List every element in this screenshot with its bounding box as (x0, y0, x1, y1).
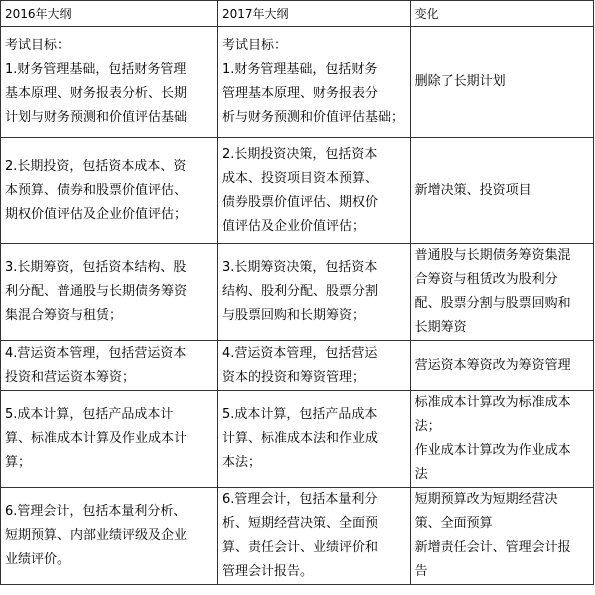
cell-text-line: 2.长期投资，包括资本成本、资 (5, 158, 187, 174)
cell-text-line: 4.营运资本管理，包括营运 (222, 345, 378, 361)
cell-text-line: 析、短期经营决策、全面预 (222, 516, 379, 531)
cell-2017 (218, 341, 411, 391)
cell-2016 (1, 341, 218, 391)
cell-text-line: 告 (414, 564, 428, 579)
cell-text-line: 普通股与长期债务筹资集混 (414, 248, 571, 263)
cell-text-line: 2.长期投资决策，包括资本 (222, 146, 378, 162)
cell-text-line: 法； (414, 419, 441, 434)
cell-text-line: 成本、投资项目资本预算、 (222, 170, 379, 186)
table-row (1, 27, 594, 138)
cell-text-line: 1.财务管理基础，包括财务管理 (5, 62, 187, 77)
cell-change (410, 341, 593, 391)
cell-text-line: 考试目标： (222, 38, 288, 53)
cell-2016 (1, 488, 218, 585)
header-change: 变化 (410, 1, 593, 27)
cell-text-line: 删除了长期计划 (414, 74, 506, 89)
cell-text-line: 本预算、债券和股票价值评估、 (5, 182, 188, 198)
cell-text-line: 营运资本筹资改为筹资管理 (414, 357, 571, 373)
cell-2016 (1, 138, 218, 244)
cell-text-line: 标准成本计算改为标准成本 (414, 395, 571, 410)
cell-text-line: 与股票回购和长期筹资； (222, 308, 366, 323)
cell-text-line: 新增决策、投资项目 (414, 182, 532, 198)
cell-text-line: 长期筹资 (414, 320, 467, 335)
cell-text-line: 法 (414, 467, 428, 482)
cell-text-line: 计划与财务预测和价值评估基础 (5, 110, 188, 125)
table-row (1, 488, 594, 585)
cell-text-line: 5.成本计算，包括产品成本计 (5, 407, 174, 422)
cell-text-line: 4.营运资本管理，包括营运资本 (5, 345, 187, 361)
cell-text-line: 短期预算、内部业绩评级及企业 (5, 528, 188, 543)
cell-text-line: 期权价值评估及企业价值评估； (5, 206, 188, 222)
cell-text-line: 本法； (222, 455, 262, 470)
cell-text-line: 算、责任会计、业绩评价和 (222, 540, 379, 555)
cell-text-line: 5.成本计算，包括产品成本 (222, 407, 378, 422)
cell-2016 (1, 27, 218, 138)
cell-text-line: 计算、标准成本法和作业成 (222, 431, 379, 446)
cell-text-line: 算； (5, 455, 32, 470)
cell-text-line: 基本原理、财务报表分析、长期 (5, 86, 188, 101)
cell-text-line: 配、股票分割与股票回购和 (414, 296, 571, 311)
cell-text-line: 合筹资与租赁改为股利分 (414, 272, 558, 287)
cell-change (410, 138, 593, 244)
cell-text-line: 作业成本计算改为作业成本 (414, 443, 571, 458)
cell-text-line: 3.长期筹资，包括资本结构、股 (5, 260, 187, 275)
cell-text-line: 债券股票价值评估、期权价 (222, 194, 379, 210)
cell-2016 (1, 391, 218, 488)
cell-text-line: 6.管理会计，包括本量利分 (222, 492, 378, 507)
cell-text-line: 值评估及企业价值评估； (222, 218, 366, 234)
table-row (1, 341, 594, 391)
cell-text-line: 考试目标： (5, 38, 71, 53)
table-header-row (1, 1, 594, 27)
cell-2017 (218, 27, 411, 138)
cell-text-line: 算、标准成本计算及作业成本计 (5, 431, 188, 446)
header-2017: 2017年大纲 (218, 1, 411, 27)
header-2016: 2016年大纲 (1, 1, 218, 27)
cell-text-line: 3.长期筹资决策，包括资本 (222, 260, 378, 275)
cell-text-line: 资本的投资和筹资管理； (222, 369, 366, 385)
table-row (1, 244, 594, 341)
cell-2017 (218, 244, 411, 341)
cell-2016 (1, 244, 218, 341)
cell-text-line: 新增责任会计、管理会计报 (414, 540, 571, 555)
cell-change (410, 27, 593, 138)
cell-text-line: 6.管理会计，包括本量利分析、 (5, 504, 187, 519)
cell-text-line: 管理会计报告。 (222, 564, 314, 579)
cell-text-line: 管理基本原理、财务报表分 (222, 86, 379, 101)
cell-change (410, 391, 593, 488)
cell-text-line: 结构、股利分配、股票分割 (222, 284, 379, 299)
cell-text-line: 投资和营运资本筹资； (5, 369, 136, 385)
table-row (1, 391, 594, 488)
cell-text-line: 业绩评价。 (5, 552, 71, 567)
cell-text-line: 集混合筹资与租赁； (5, 308, 123, 323)
cell-2017 (218, 488, 411, 585)
cell-text-line: 短期预算改为短期经营决 (414, 492, 558, 507)
table-row (1, 138, 594, 244)
cell-2017 (218, 391, 411, 488)
cell-text-line: 析与财务预测和价值评估基础； (222, 110, 405, 125)
cell-2017 (218, 138, 411, 244)
cell-text-line: 1.财务管理基础，包括财务 (222, 62, 378, 77)
cell-text-line: 利分配、普通股与长期债务筹资 (5, 284, 188, 299)
cell-text-line: 策、全面预算 (414, 516, 493, 531)
cell-change (410, 488, 593, 585)
cell-change (410, 244, 593, 341)
